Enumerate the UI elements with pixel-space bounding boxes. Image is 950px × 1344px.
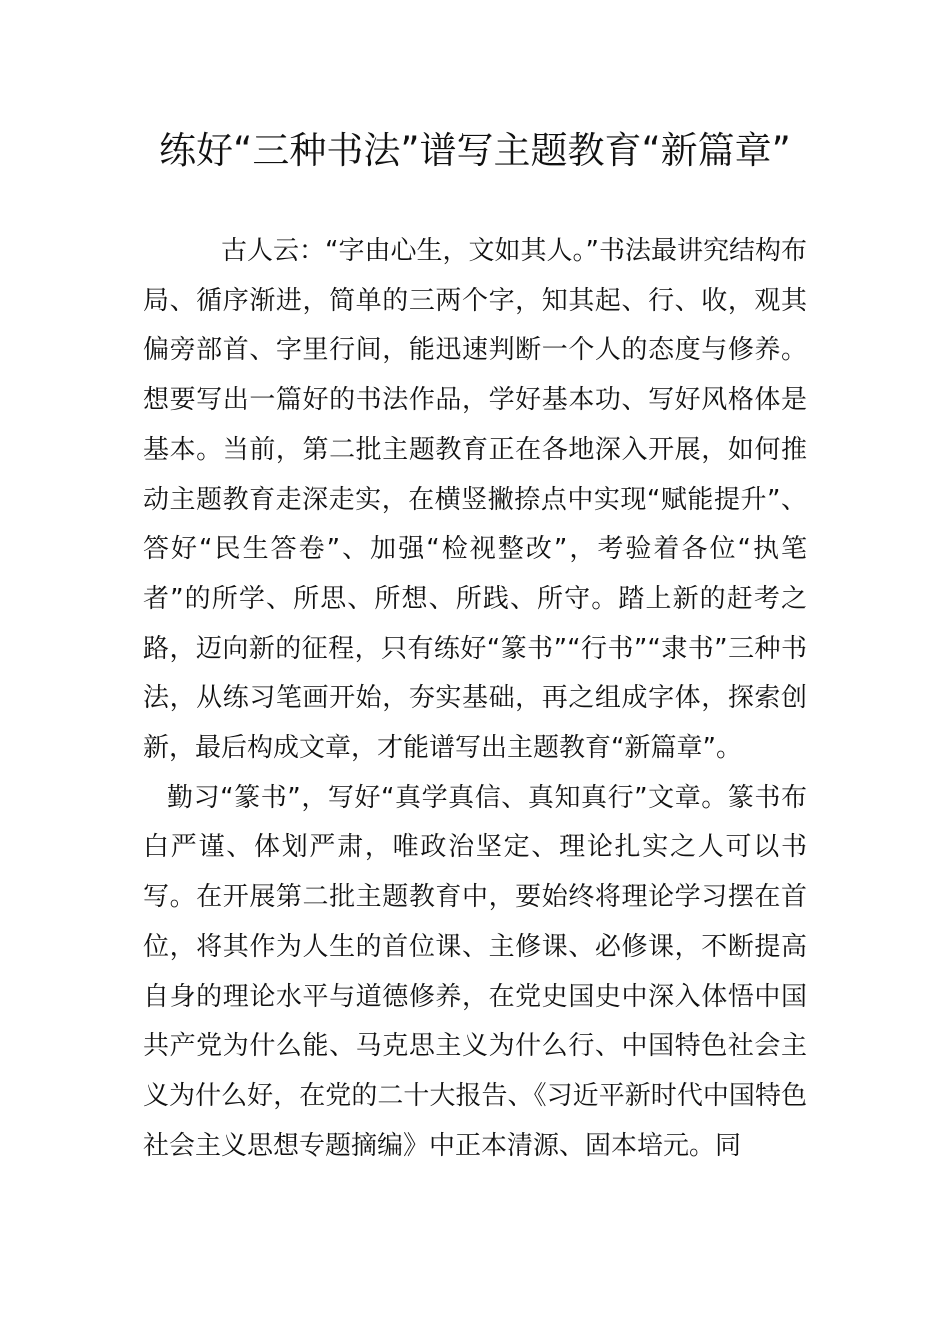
paragraph-seal-script: 勤习“篆书”，写好“真学真信、真知真行”文章。篆书布白严谨、体划严肃，唯政治坚定、理论扎实之人可以书写。在开展第二批主题教育中，要始终将理论学习摆在首位，将其作为人生的首位课、主修课、必修课，不断提高自身的理论水平与道德修养，在党史国史中深入体悟中国共产党为什么能、马克思主义为什么行、中国特色社会主义为什么好，在党的二十大报告、《习近平新时代中国特色社会主义思想专题摘编》中正本清源、固本培元。同: [143, 782, 807, 1161]
document-title: 练好“三种书法”谱写主题教育“新篇章”: [159, 129, 791, 172]
paragraph-intro: 古人云：“字由心生，文如其人。”书法最讲究结构布局、循序渐进，简单的三两个字，知其起、行、收，观其偏旁部首、字里行间，能迅速判断一个人的态度与修养。想要写出一篇好的书法作品，学好基本功、写好风格体是基本。当前，第二批主题教育正在各地深入开展，如何推动主题教育走深走实，在横竖撇捺点中实现“赋能提升”、答好“民生答卷”、加强“检视整改”，考验着各位“执笔者”的所学、所思、所想、所践、所守。踏上新的赶考之路，迈向新的征程，只有练好“篆书”“行书”“隶书”三种书法，从练习笔画开始，夯实基础，再之组成字体，探索创新，最后构成文章，才能谱写出主题教育“新篇章”。: [143, 236, 807, 764]
document-body: [143, 227, 807, 1171]
